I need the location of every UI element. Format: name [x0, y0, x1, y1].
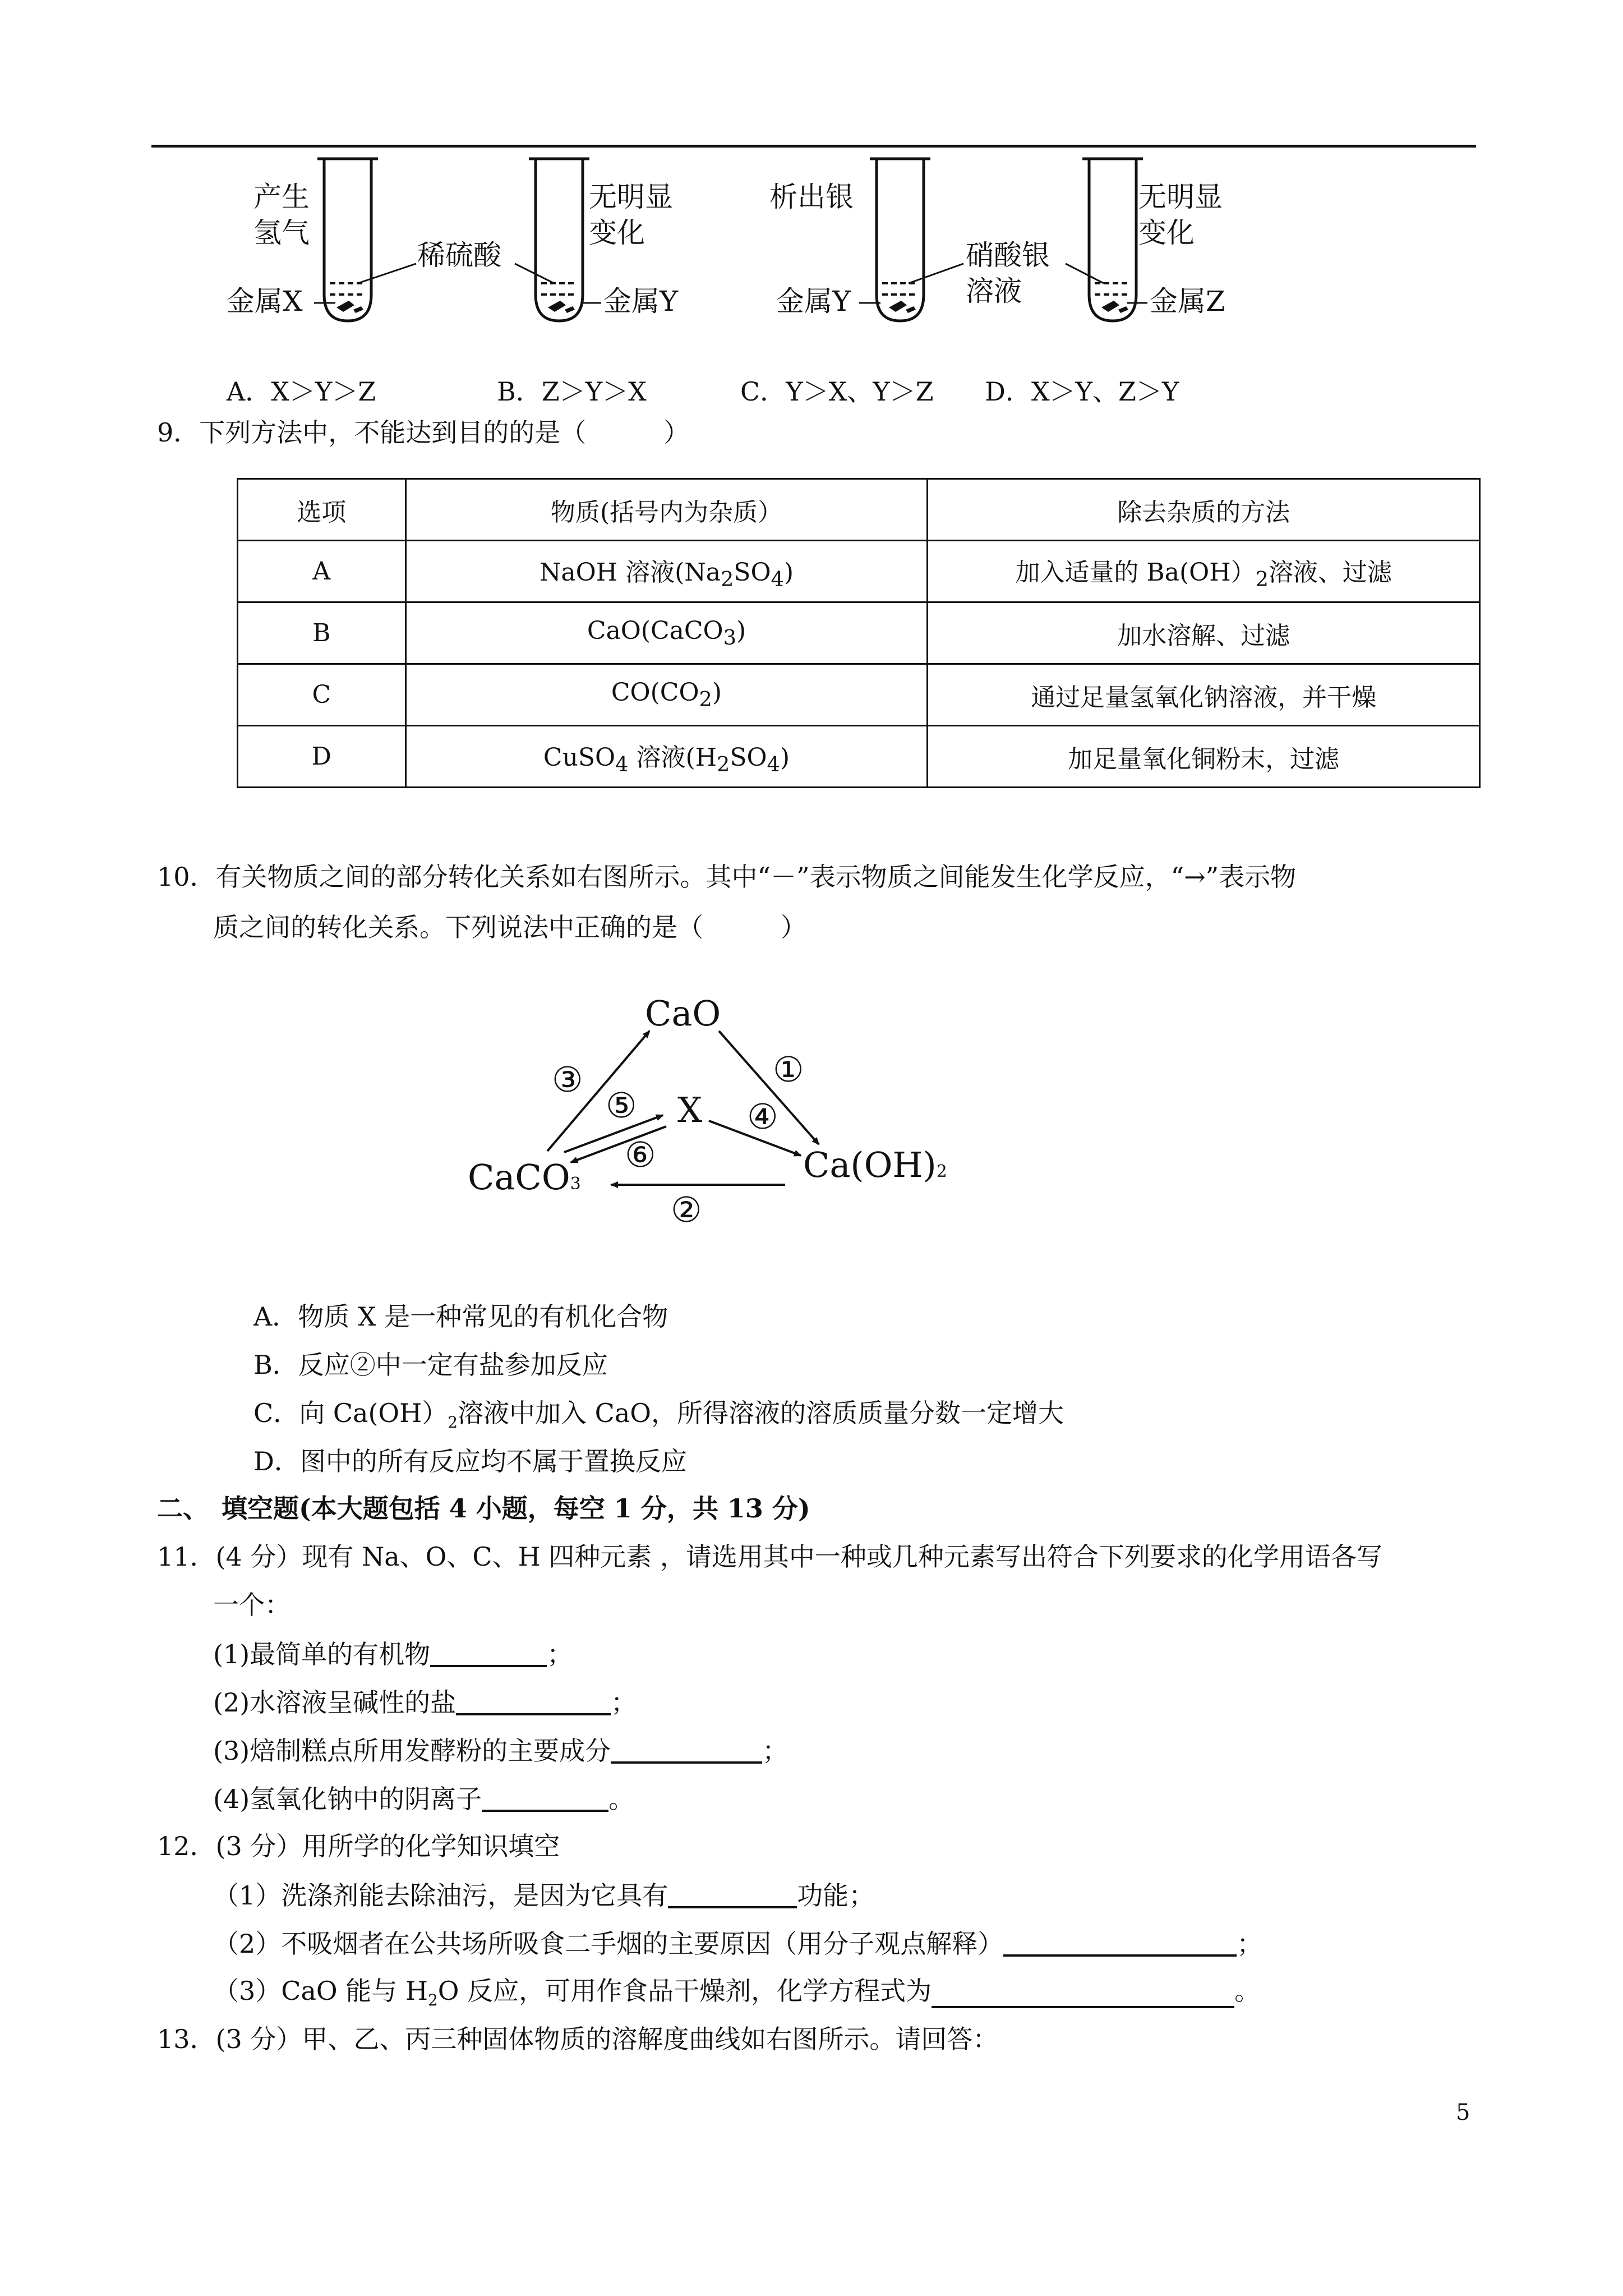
q12-item-1: （1）洗涤剂能去除油污，是因为它具有 功能； [213, 1880, 875, 1911]
label-dilute-sulfuric-acid: 稀硫酸 [417, 239, 501, 272]
q10-option-c: C．向 $Ca(OH)_2$溶液中加入 CaO，所得溶液的溶质质量分数一定增大 [253, 1398, 1064, 1432]
header-option: 选项 [238, 479, 406, 541]
answer-blank[interactable] [1003, 1930, 1237, 1957]
label-metal-z: 金属Z [1150, 285, 1225, 318]
answer-blank[interactable] [932, 1981, 1234, 2008]
label-silver-nitrate-line2: 溶液 [966, 275, 1022, 307]
q11-stem-line1: 11．(4 分）现有 Na、O、C、H 四种元素 ，请选用其中一种或几种元素写出符合下列要求的化学用语各写 [157, 1542, 1382, 1572]
node-x: X [677, 1089, 703, 1130]
label-metal-y: 金属Y [603, 285, 679, 318]
row-method: 加入适量的 $Ba(OH)_2$溶液、过滤 [928, 541, 1480, 602]
q10-option-d: D．图中的所有反应均不属于置换反应 [253, 1446, 687, 1476]
q11-item-2: (2)水溶液呈碱性的盐 ； [213, 1687, 637, 1718]
reaction-number-2: ② [671, 1189, 702, 1230]
header-method: 除去杂质的方法 [928, 479, 1480, 541]
q13-stem: 13．(3 分）甲、乙、丙三种固体物质的溶解度曲线如右图所示。请回答： [157, 2024, 999, 2054]
label-silver-nitrate-line1: 硝酸银 [966, 239, 1050, 272]
row-substance: CuSO$_4$ 溶液$(H_2SO_4)$ [405, 726, 928, 788]
label-silver-precipitate: 析出银 [769, 181, 854, 213]
q11-stem-line2: 一个： [213, 1590, 291, 1620]
label-no-change-2-line1: 无明显 [1138, 181, 1223, 213]
q11-item-4: (4)氢氧化钠中的阴离子 。 [213, 1784, 635, 1814]
node-caco3: CaCO3 [468, 1157, 581, 1198]
label-hydrogen-line2: 氢气 [253, 217, 310, 249]
answer-blank[interactable] [482, 1785, 608, 1812]
q11-item-1: (1)最简单的有机物 ； [213, 1639, 573, 1669]
answer-blank[interactable] [611, 1737, 762, 1764]
answer-blank[interactable] [456, 1688, 611, 1715]
reaction-number-1: ① [773, 1049, 804, 1090]
label-hydrogen-line1: 产生 [253, 181, 310, 213]
row-method: 加水溶解、过滤 [928, 602, 1480, 664]
q12-item-2: （2）不吸烟者在公共场所吸食二手烟的主要原因（用分子观点解释） ； [213, 1929, 1263, 1959]
q8-option-a: A．X＞Y＞Z [227, 376, 376, 407]
page-number: 5 [1456, 2100, 1470, 2125]
q11-item-3: (3)焙制糕点所用发酵粉的主要成分 ； [213, 1736, 789, 1766]
answer-blank[interactable] [668, 1881, 797, 1908]
row-option: A [238, 541, 406, 602]
label-no-change-1-line2: 变化 [589, 217, 645, 249]
row-substance: CaO(CaCO$_3$) [405, 602, 928, 664]
reaction-number-5: ⑤ [606, 1085, 637, 1126]
q8-option-b: B．Z＞Y＞X [497, 376, 647, 407]
q10-stem-line2: 质之间的转化关系。下列说法中正确的是（ ） [213, 912, 806, 942]
q10-option-b: B．反应②中一定有盐参加反应 [253, 1350, 608, 1380]
label-metal-x: 金属X [227, 285, 303, 318]
q12-stem: 12．(3 分）用所学的化学知识填空 [157, 1831, 560, 1861]
section-heading: 二、 填空题(本大题包括 4 小题，每空 1 分，共 13 分) [157, 1493, 810, 1524]
answer-blank[interactable] [430, 1640, 547, 1667]
label-metal-y-2: 金属Y [776, 285, 851, 318]
q10-option-a: A．物质 X 是一种常见的有机化合物 [253, 1301, 668, 1332]
row-option: D [238, 726, 406, 788]
reaction-number-4: ④ [747, 1096, 778, 1137]
q8-option-d: D．X＞Y、Z＞Y [985, 376, 1179, 407]
q10-stem-line1: 10．有关物质之间的部分转化关系如右图所示。其中“－”表示物质之间能发生化学反应，“→”表示物 [157, 862, 1297, 892]
node-cao: CaO [645, 993, 721, 1034]
row-option: C [238, 664, 406, 726]
row-substance: $CO(CO_2)$ [405, 664, 928, 726]
label-no-change-2-line2: 变化 [1138, 217, 1195, 249]
row-method: 加足量氧化铜粉末，过滤 [928, 726, 1480, 788]
node-caoh2: Ca(OH)2 [803, 1144, 947, 1185]
reaction-number-3: ③ [552, 1059, 583, 1100]
q12-item-3: （3）CaO 能与 $H_2O$ 反应，可用作食品干燥剂，化学方程式为 。 [213, 1976, 1261, 2010]
header-substance: 物质(括号内为杂质） [405, 479, 928, 541]
row-substance: NaOH 溶液$(Na_2SO_4)$ [405, 541, 928, 602]
q9-stem: 9．下列方法中，不能达到目的的是（ ） [157, 417, 690, 448]
row-option: B [238, 602, 406, 664]
q8-option-c: C．Y＞X、Y＞Z [740, 376, 934, 407]
label-no-change-1-line1: 无明显 [589, 181, 673, 213]
reaction-number-6: ⑥ [625, 1134, 656, 1175]
row-method: 通过足量氢氧化钠溶液，并干燥 [928, 664, 1480, 726]
